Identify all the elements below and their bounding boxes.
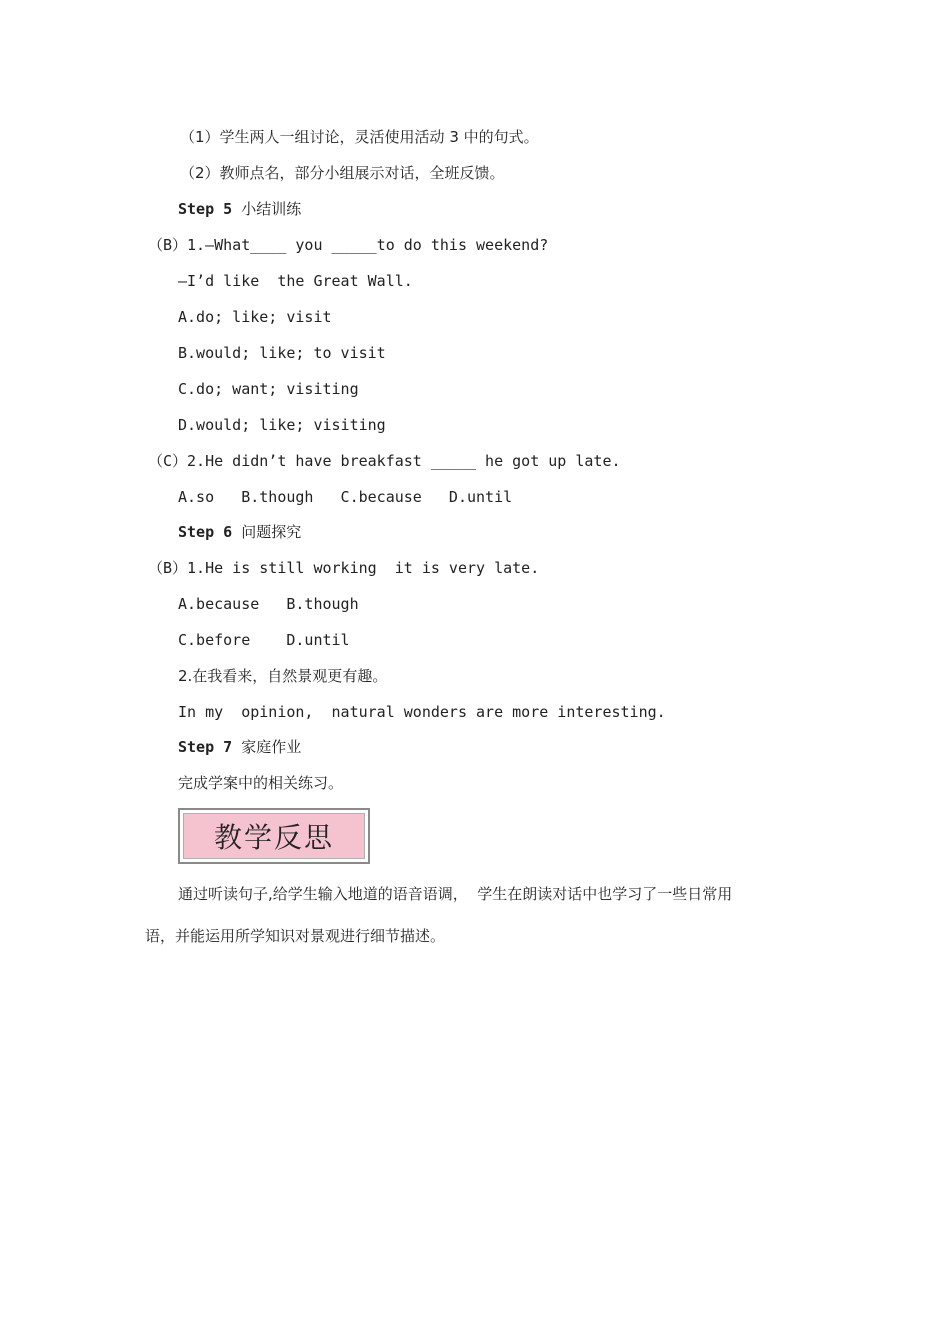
step5-question-1-answer: —I’d like the Great Wall. [178,272,413,290]
reflection-banner-title: 教学反思 [213,821,334,854]
step6-heading [178,522,301,542]
step5-option-d: D.would; like; visiting [178,416,386,434]
step7-heading [178,737,301,757]
step7-homework-text: 完成学案中的相关练习。 [178,774,344,792]
step5-option-c: C.do; want; visiting [178,380,359,398]
reflection-paragraph-line-1: 通过听读句子,给学生输入地道的语音语调， 学生在朗读对话中也学习了一些日常用 [178,885,733,903]
step6-question-2-answer: In my opinion, natural wonders are more interesting. [178,703,666,721]
step5-question-1: （B）1.—What____ you _____to do this weekend? [148,236,549,254]
step5-heading [178,199,301,219]
step5-option-a: A.do; like; visit [178,308,332,326]
step5-question-2: （C）2.He didn’t have breakfast _____ he got up late. [148,452,621,470]
activity-line-1: （1）学生两人一组讨论，灵活使用活动 3 中的句式。 [180,128,539,146]
step6-question-1: （B）1.He is still working it is very late. [148,559,540,577]
step7-label: Step 7 [178,738,233,756]
reflection-banner [178,808,370,864]
reflection-banner-panel [183,813,365,859]
step6-question-2: 2.在我看来，自然景观更有趣。 [178,667,388,685]
step5-option-b: B.would; like; to visit [178,344,386,362]
step5-question-2-options: A.so B.though C.because D.until [178,488,513,506]
step5-title: 小结训练 [241,200,302,218]
step6-title: 问题探究 [241,523,302,541]
step6-label: Step 6 [178,523,233,541]
step7-title: 家庭作业 [241,738,302,756]
step6-options-row-1: A.because B.though [178,595,359,613]
reflection-paragraph-line-2: 语，并能运用所学知识对景观进行细节描述。 [145,927,446,945]
step5-label: Step 5 [178,200,233,218]
activity-line-2: （2）教师点名，部分小组展示对话，全班反馈。 [180,164,505,182]
step6-options-row-2: C.before D.until [178,631,350,649]
